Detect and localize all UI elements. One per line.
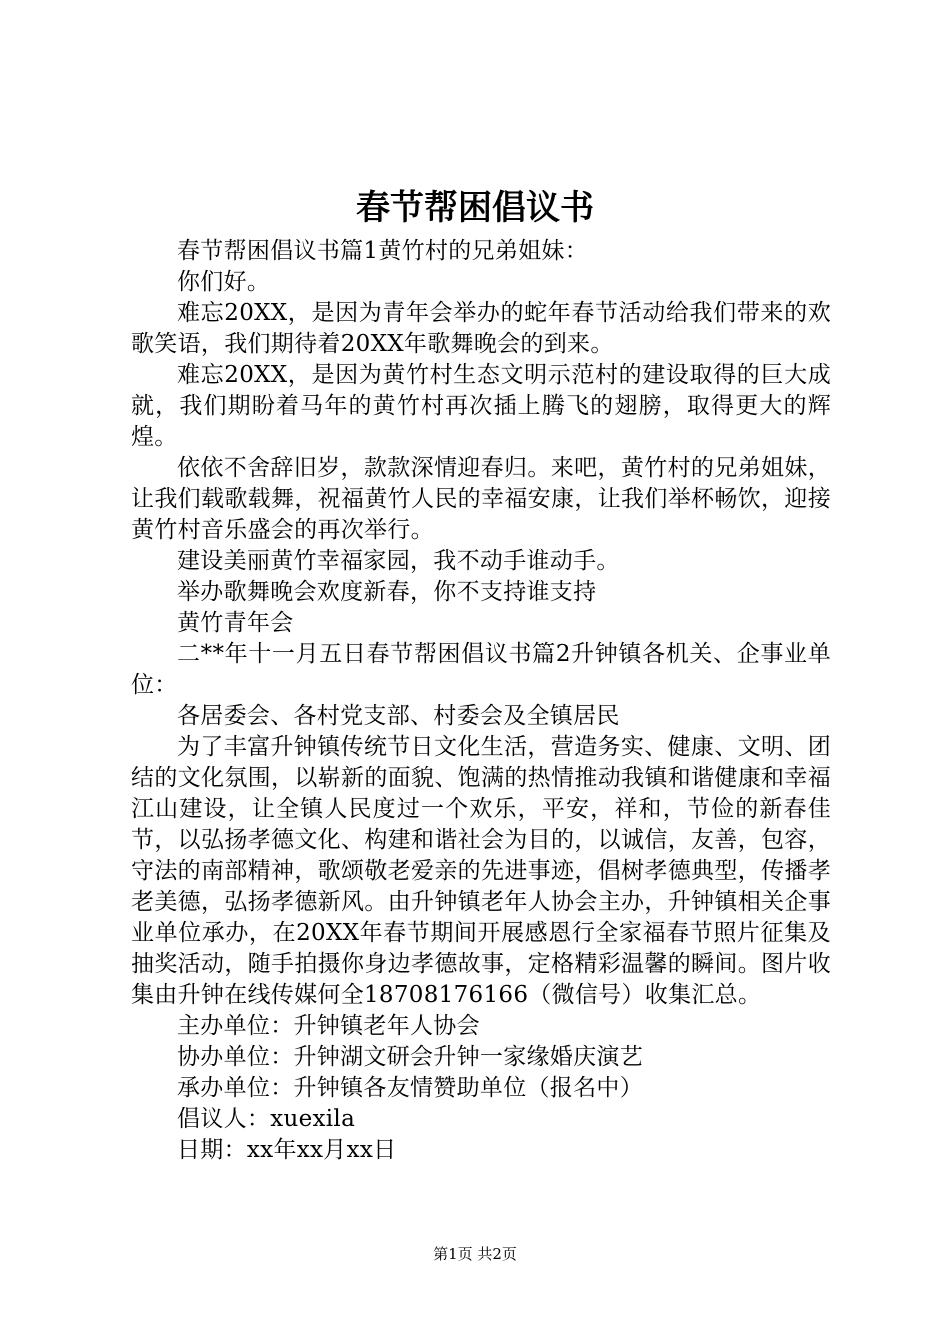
paragraph-invitation: 依依不舍辞旧岁，款款深情迎春归。来吧，黄竹村的兄弟姐妹，让我们载歌载舞，祝福黄竹人民的幸福安康，让我们举杯畅饮，迎接黄竹村音乐盛会的再次举行。 — [131, 455, 831, 543]
paragraph-date: 日期：xx年xx月xx日 — [177, 1137, 397, 1163]
paragraph-slogan-2: 举办歌舞晚会欢度新春，你不支持谁支持 — [177, 579, 597, 605]
paragraph-signature-1: 黄竹青年会 — [177, 610, 294, 636]
paragraph-organizer: 主办单位：升钟镇老年人协会 — [177, 1013, 480, 1039]
paragraph-main-body: 为了丰富升钟镇传统节日文化生活，营造务实、健康、文明、团结的文化氛围，以崭新的面貌、饱满的热情推动我镇和谐健康和幸福江山建设，让全镇人民度过一个欢乐，平安，祥和，节俭的新春佳节，以弘扬孝德文化、构建和谐社会为目的，以诚信，友善，包容，守法的南部精神，歌颂敬老爱亲的先进事迹，倡树孝德典型，传播孝老美德，弘扬孝德新风。由升钟镇老年人协会主办，升钟镇相关企事业单位承办，在20XX年春节期间开展感恩行全家福春节照片征集及抽奖活动，随手拍摄你身边孝德故事，定格精彩温馨的瞬间。图片收集由升钟在线传媒何全18708176166（微信号）收集汇总。 — [131, 734, 831, 1008]
paragraph-slogan-1: 建设美丽黄竹幸福家园，我不动手谁动手。 — [177, 548, 620, 574]
paragraph-greeting: 春节帮困倡议书篇1黄竹村的兄弟姐妹： — [177, 238, 589, 264]
paragraph-undertaker: 承办单位：升钟镇各友情赞助单位（报名中） — [177, 1075, 643, 1101]
document-body — [131, 236, 831, 1166]
paragraph-recipients: 各居委会、各村党支部、村委会及全镇居民 — [177, 703, 620, 729]
paragraph-hello: 你们好。 — [177, 269, 271, 295]
page-title: 春节帮困倡议书 — [356, 188, 594, 228]
page-footer: 第1页 共2页 — [433, 1245, 517, 1263]
paragraph-memory-1: 难忘20XX，是因为青年会举办的蛇年春节活动给我们带来的欢歌笑语，我们期待着20XX年歌舞晚会的到来。 — [131, 300, 831, 357]
paragraph-co-organizer: 协办单位：升钟湖文研会升钟一家缘婚庆演艺 — [177, 1044, 643, 1070]
paragraph-memory-2: 难忘20XX，是因为黄竹村生态文明示范村的建设取得的巨大成就，我们期盼着马年的黄竹村再次插上腾飞的翅膀，取得更大的辉煌。 — [131, 362, 831, 450]
paragraph-date-and-part2: 二**年十一月五日春节帮困倡议书篇2升钟镇各机关、企事业单位： — [131, 641, 831, 698]
paragraph-initiator: 倡议人：xuexila — [177, 1106, 356, 1132]
